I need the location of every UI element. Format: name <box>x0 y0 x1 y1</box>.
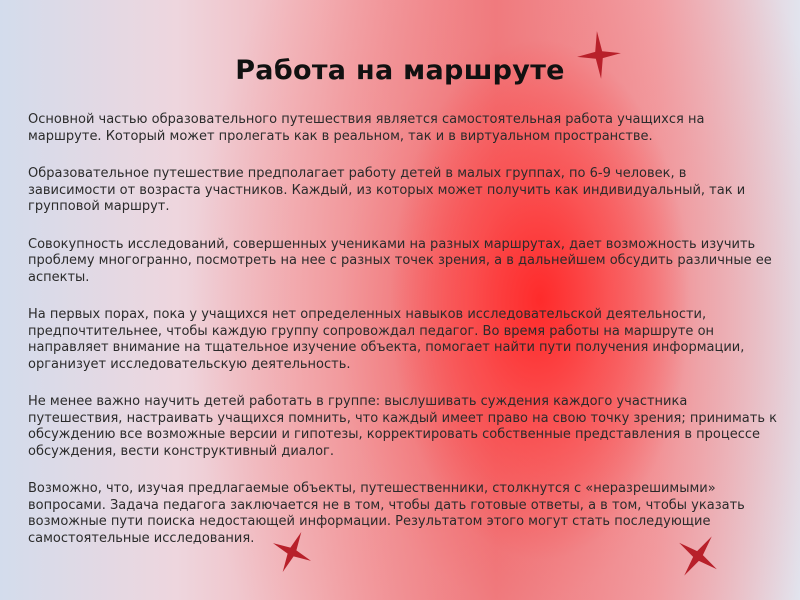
slide-body <box>28 112 778 568</box>
slide-title: Работа на маршруте <box>235 55 565 86</box>
paragraph-5: Не менее важно научить детей работать в группе: выслушивать суждения каждого участника путешествия, настраивать учащихся помнить, что каждый имеет право на свою точку зрения; принимать к обсуждению все возможные версии и гипотезы, корректировать собственные представления в процессе обсуждения, вести конструктивный диалог. <box>28 394 777 459</box>
paragraph-3: Совокупность исследований, совершенных учениками на разных маршрутах, дает возможность изучить проблему многогранно, посмотреть на нее с разных точек зрения, а в дальнейшем обсудить различные ее аспекты. <box>28 236 772 285</box>
paragraph-6: Возможно, что, изучая предлагаемые объекты, путешественники, столкнутся с «неразрешимыми» вопросами. Задача педагога заключается не в том, чтобы дать готовые ответы, а в том, чтобы указать возможные пути поиска недостающей информации. Результатом этого могут стать последующие самостоятельные исследования. <box>28 481 745 546</box>
paragraph-1: Основной частью образовательного путешествия является самостоятельная работа учащихся на маршруте. Который может пролегать как в реальном, так и в виртуальном пространстве. <box>28 112 705 144</box>
paragraph-4: На первых порах, пока у учащихся нет определенных навыков исследовательской деятельности, предпочтительнее, чтобы каждую группу сопровождал педагог. Во время работы на маршруте он направляет внимание на тщательное изучение объекта, помогает найти пути получения информации, организует исследовательскую деятельность. <box>28 307 745 372</box>
paragraph-2: Образовательное путешествие предполагает работу детей в малых группах, по 6-9 человек, в зависимости от возраста участников. Каждый, из которых может получить как индивидуальный, так и групповой маршрут. <box>28 166 746 214</box>
